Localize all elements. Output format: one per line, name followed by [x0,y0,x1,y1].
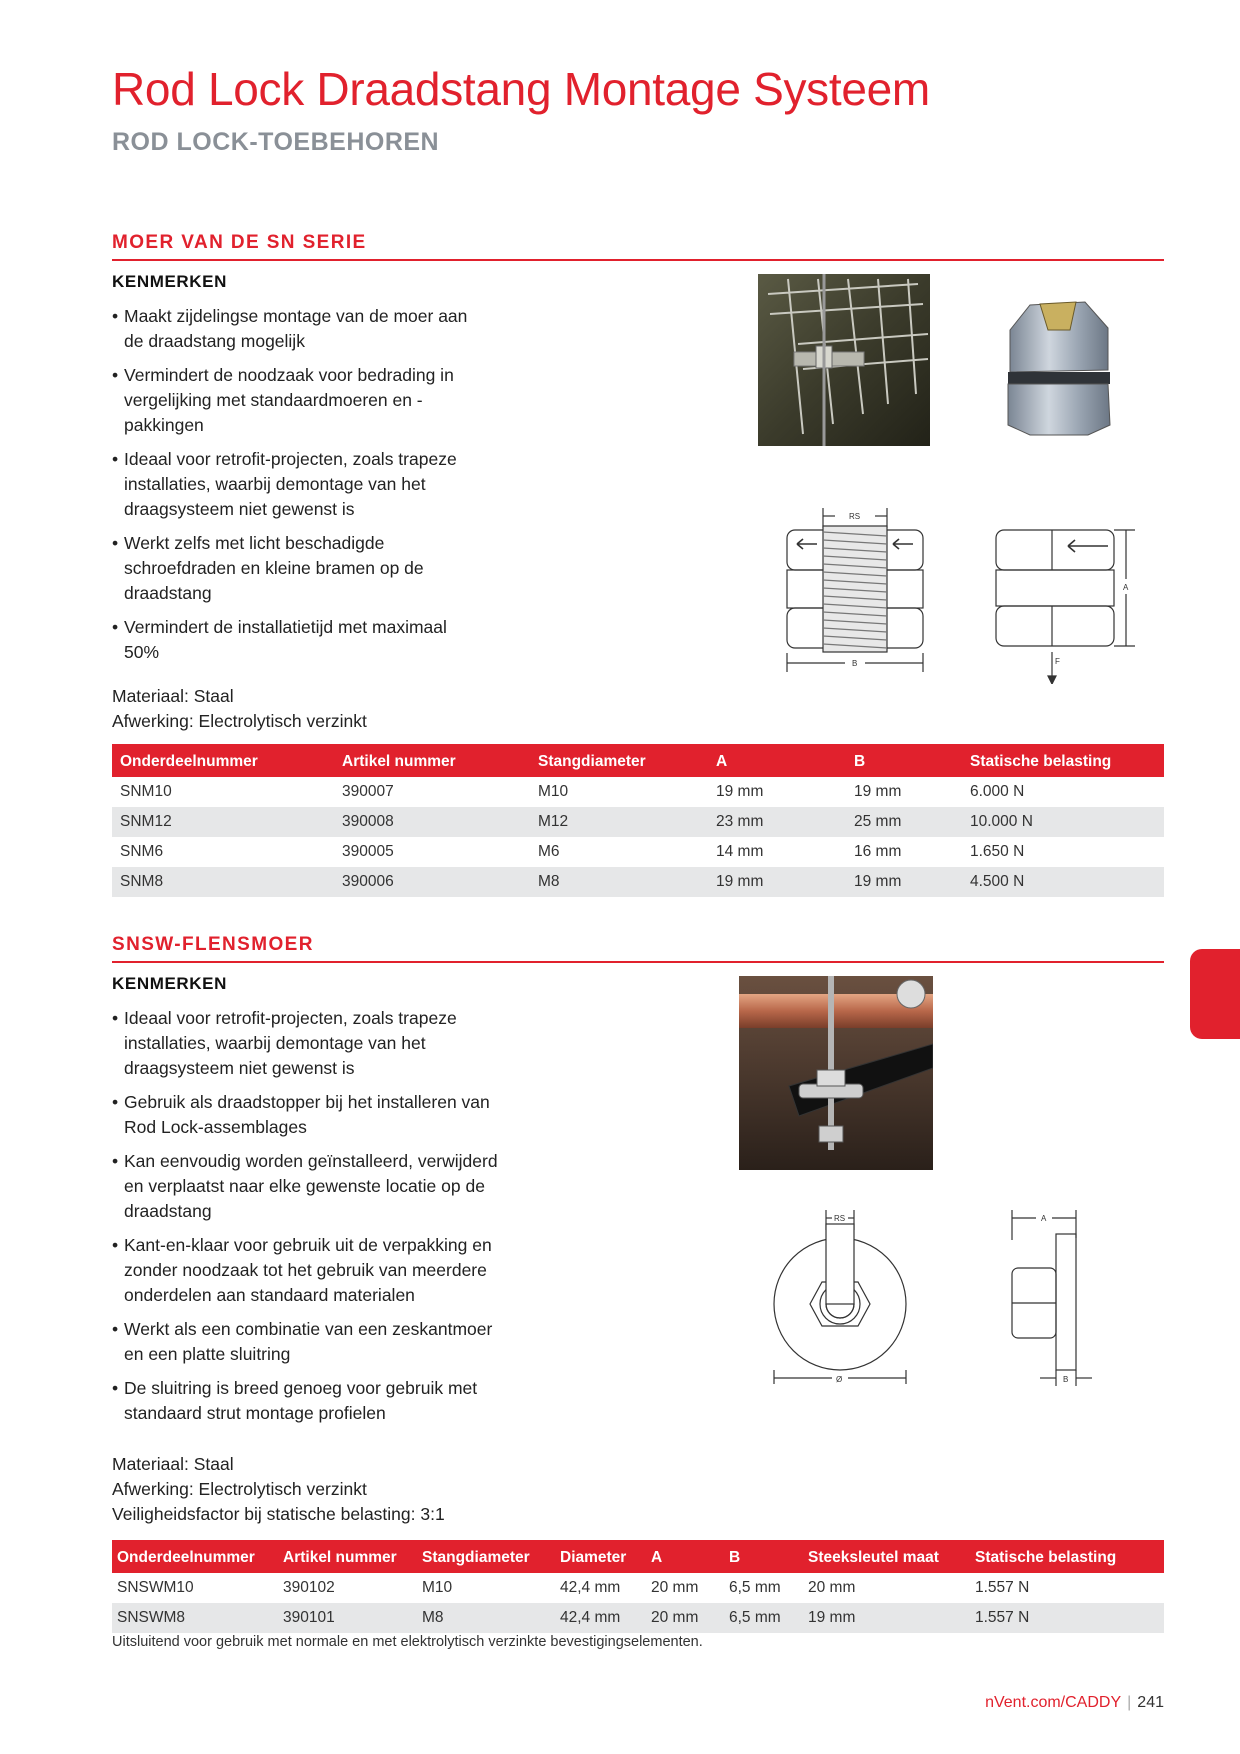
list-item: • Kant-en-klaar voor gebruik uit de verpakking en zonder noodzaak tot het gebruik van meerdere onderdelen aan standaard materialen [112,1233,512,1308]
table-cell: SNSWM8 [112,1603,278,1633]
table-cell: 42,4 mm [560,1579,621,1596]
snsw-flange-front-diagram [766,1210,916,1384]
table-cell: 23 mm [708,807,846,837]
table-cell: 1.557 N [970,1603,1164,1633]
column-header: Statische belasting [970,1540,1164,1573]
finish-text: Afwerking: Electrolytisch verzinkt [112,1479,367,1499]
list-item: • Gebruik als draadstopper bij het installeren van Rod Lock-assemblages [112,1090,512,1140]
list-item: • Ideaal voor retrofit-projecten, zoals trapeze installaties, waarbij demontage van het draagsysteem niet gewenst is [112,447,472,522]
material-text: Materiaal: Staal [112,686,234,706]
sn-nut-product-photo [1000,290,1115,440]
installation-photo-pipe [739,976,933,1170]
list-item: • Kan eenvoudig worden geïnstalleerd, verwijderd en verplaatst naar elke gewenste locatie op de draadstang [112,1149,512,1224]
table-header-row [112,1540,1164,1573]
dimension-label-a: A [1041,1214,1047,1223]
page-subtitle: ROD LOCK-TOEBEHOREN [112,128,440,156]
dimension-label-a: A [1123,583,1129,592]
table-cell: 20 mm [651,1579,699,1596]
chapter-tab-marker [1190,949,1240,1039]
list-item: • Werkt zelfs met licht beschadigde schroefdraden en kleine bramen op de draadstang [112,531,472,606]
feature-list-snsw [112,1006,512,1435]
table-cell: 390008 [334,807,530,837]
table-cell: M8 [530,867,708,897]
table-row [112,837,1164,867]
table-cell: 6,5 mm [724,1603,803,1633]
column-header: Diameter [555,1540,646,1573]
safety-factor-text: Veiligheidsfactor bij statische belasting: 3:1 [112,1504,445,1524]
features-heading: KENMERKEN [112,272,227,291]
table-cell: 25 mm [846,807,962,837]
sn-nut-side-diagram [990,524,1140,684]
column-header: A [646,1540,724,1573]
snsw-flange-side-diagram [1006,1210,1116,1386]
list-item: • Maakt zijdelingse montage van de moer aan de draadstang mogelijk [112,304,472,354]
column-header: B [724,1540,803,1573]
table-cell: 1.557 N [975,1579,1030,1596]
table-cell: 19 mm [716,783,764,800]
table-row [112,777,1164,807]
feature-list-sn [112,304,472,674]
table-cell: M10 [538,783,569,800]
section-divider [112,259,1164,261]
column-header: Onderdeelnummer [112,1540,278,1573]
list-item: • Vermindert de noodzaak voor bedrading in vergelijking met standaardmoeren en -pakkingen [112,363,472,438]
material-text: Materiaal: Staal [112,1454,234,1474]
column-header: Steeksleutel maat [803,1540,970,1573]
table-cell: M8 [417,1603,555,1633]
table-cell: 1.650 N [970,843,1025,860]
table-cell: 20 mm [808,1579,856,1596]
column-header: Stangdiameter [530,744,708,777]
installation-photo-cable-tray [758,274,930,446]
snsw-spec-table [112,1540,1164,1633]
column-header: Artikel nummer [278,1540,417,1573]
table-cell: 19 mm [803,1603,970,1633]
table-cell: SNM6 [120,843,164,860]
table-cell: 42,4 mm [555,1603,646,1633]
table-cell: SNM12 [112,807,334,837]
list-item: • Ideaal voor retrofit-projecten, zoals trapeze installaties, waarbij demontage van het draagsysteem niet gewenst is [112,1006,512,1081]
table-cell: 19 mm [708,867,846,897]
section-heading-snsw-flensmoer: SNSW-FLENSMOER [112,934,314,955]
dimension-label-rs: RS [834,1214,846,1223]
footer-url-link[interactable]: nVent.com/CADDY [985,1694,1122,1711]
column-header: Statische belasting [962,744,1164,777]
dimension-label-b: B [852,659,858,668]
table-cell: M12 [530,807,708,837]
table-cell: 19 mm [846,867,962,897]
table-cell: SNM8 [112,867,334,897]
column-header: B [846,744,962,777]
table-cell: 4.500 N [962,867,1164,897]
sn-spec-table [112,744,1164,897]
table-row [112,1603,1164,1633]
list-item: • Vermindert de installatietijd met maximaal 50% [112,615,472,665]
dimension-label-b: B [1063,1375,1069,1384]
table-cell: 20 mm [646,1603,724,1633]
section-heading-sn-serie: MOER VAN DE SN SERIE [112,232,367,253]
dimension-label-rs: RS [849,512,861,521]
footer-separator: | [1127,1694,1132,1711]
column-header: Stangdiameter [417,1540,555,1573]
list-item: • Werkt als een combinatie van een zeskantmoer en een platte sluitring [112,1317,512,1367]
table-cell: 6.000 N [970,783,1025,800]
table-row [112,807,1164,837]
column-header: Onderdeelnummer [112,744,334,777]
dimension-label-f: F [1055,657,1060,666]
section-divider [112,961,1164,963]
dimension-label-diameter: Ø [836,1375,843,1384]
table-row [112,1573,1164,1603]
page-title: Rod Lock Draadstang Montage Systeem [112,63,930,115]
column-header: Artikel nummer [334,744,530,777]
table-cell: 390005 [342,843,394,860]
page-footer [985,1694,1164,1712]
table-cell: 390101 [278,1603,417,1633]
table-cell: SNM10 [120,783,172,800]
table-cell: 10.000 N [962,807,1164,837]
table-row [112,867,1164,897]
features-heading: KENMERKEN [112,974,227,993]
finish-text: Afwerking: Electrolytisch verzinkt [112,711,367,731]
usage-note: Uitsluitend voor gebruik met normale en met elektrolytisch verzinkte bevestigingselementen. [112,1634,703,1650]
list-item: • De sluitring is breed genoeg voor gebruik met standaard strut montage profielen [112,1376,512,1426]
table-cell: 390006 [334,867,530,897]
table-cell: 14 mm [716,843,764,860]
table-cell: SNSWM10 [117,1579,194,1596]
table-cell: M10 [422,1579,453,1596]
table-cell: 6,5 mm [729,1579,781,1596]
table-cell: 16 mm [854,843,902,860]
table-header-row [112,744,1164,777]
table-cell: 390007 [342,783,394,800]
page-number: 241 [1137,1694,1164,1711]
column-header: A [708,744,846,777]
table-cell: M6 [538,843,560,860]
table-cell: 19 mm [854,783,902,800]
sn-nut-front-diagram [775,508,935,672]
table-cell: 390102 [283,1579,335,1596]
